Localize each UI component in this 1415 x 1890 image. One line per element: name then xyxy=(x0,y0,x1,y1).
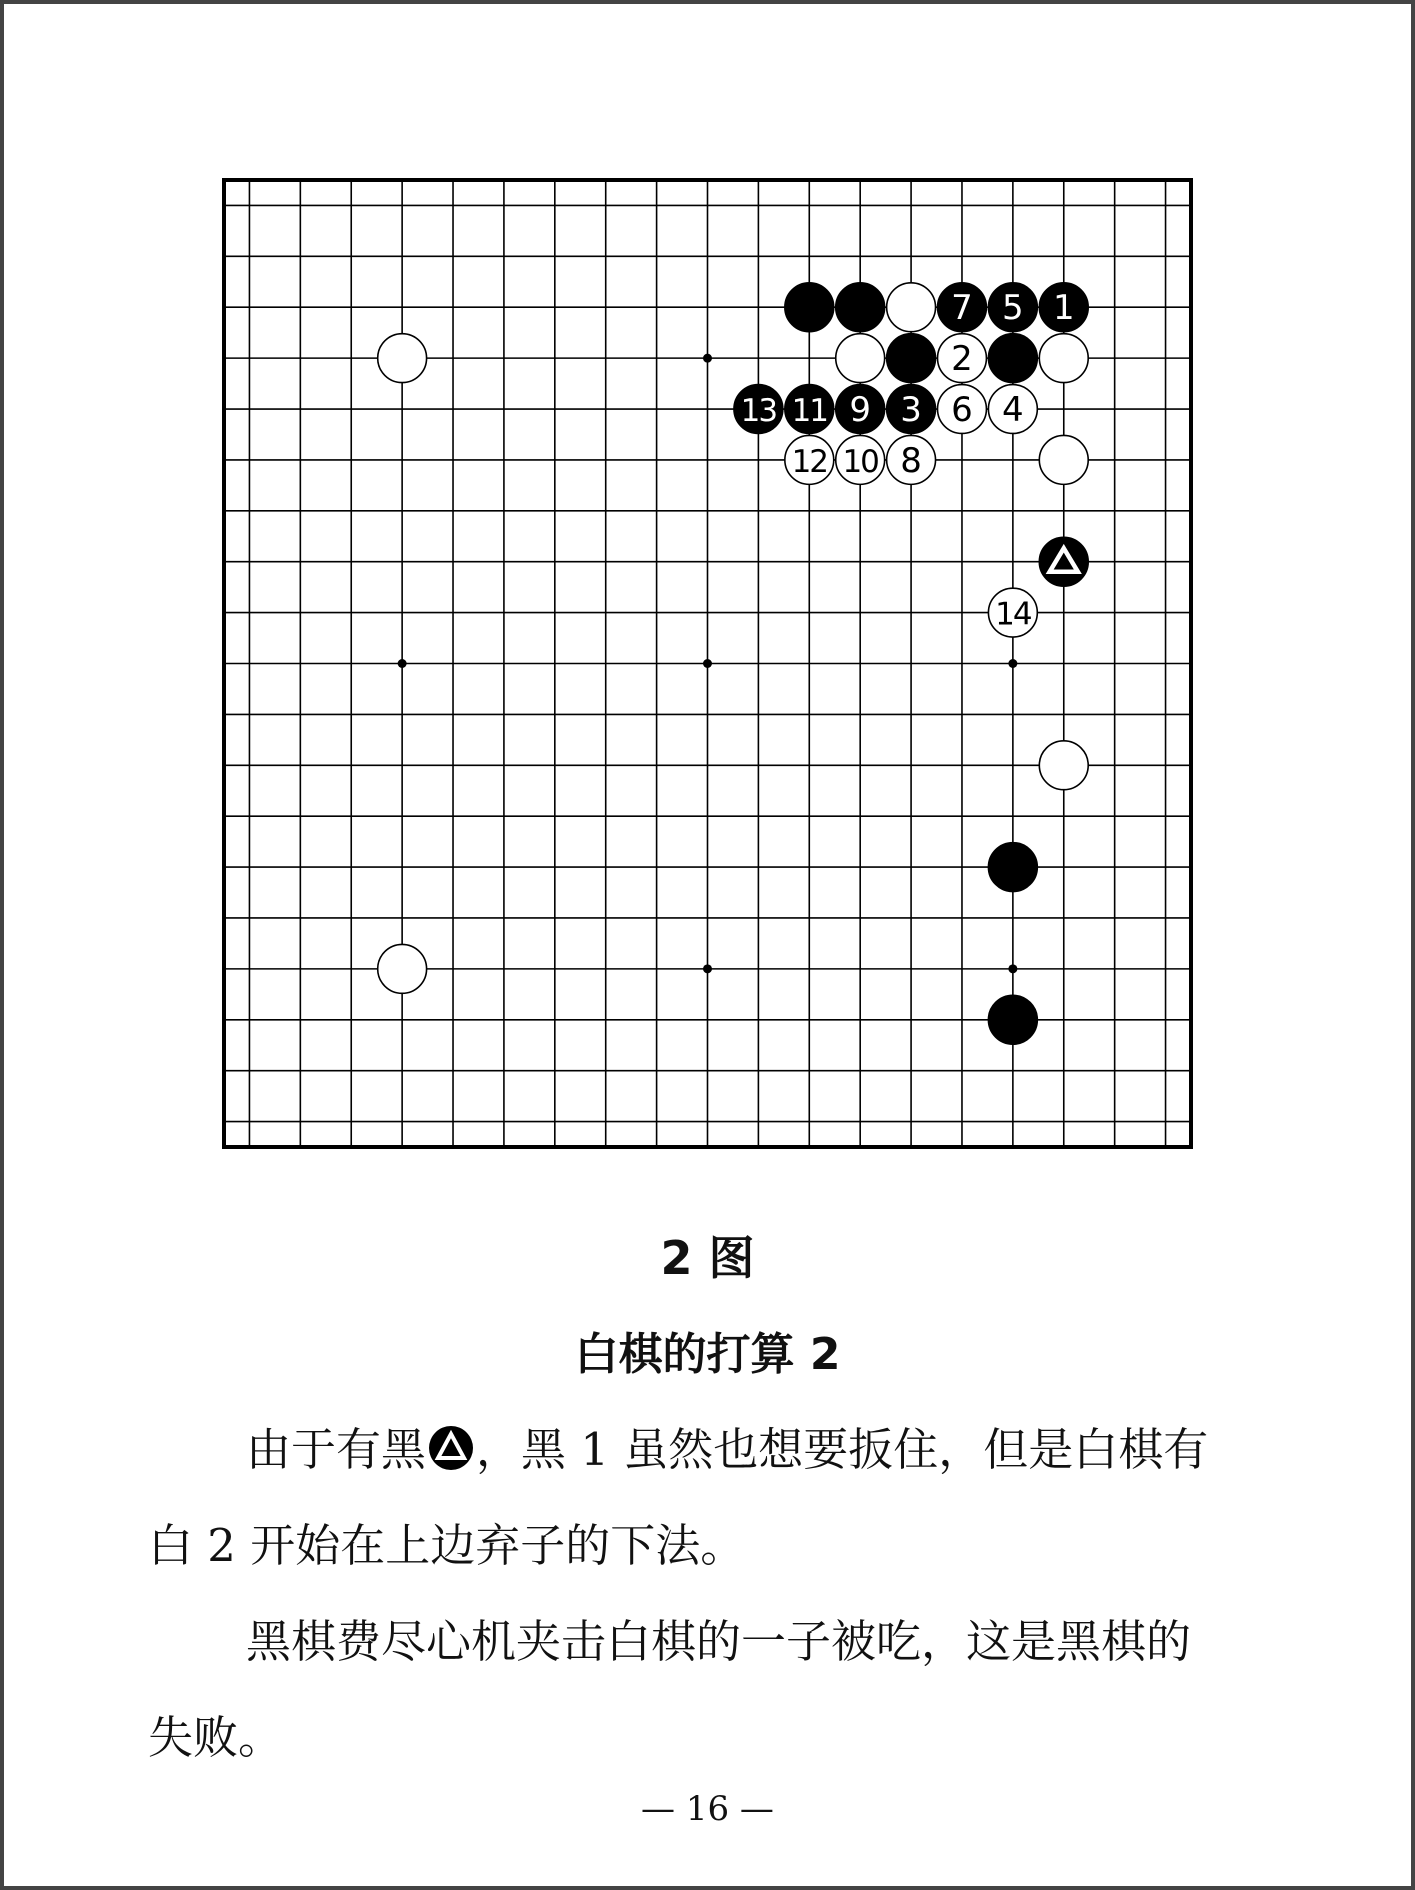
white-stone-2 xyxy=(938,334,987,383)
black-stone xyxy=(988,995,1037,1044)
stone-label: 7 xyxy=(951,288,973,329)
white-stone xyxy=(836,334,885,383)
star-point xyxy=(1008,659,1017,668)
stone-label: 5 xyxy=(1002,288,1024,329)
black-stone xyxy=(836,283,885,332)
paragraph-2-line-1: 黑棋费尽心机夹击白棋的一子被吃，这是黑棋的 xyxy=(246,1615,1192,1668)
black-triangle-stone-icon xyxy=(428,1425,474,1471)
paragraph-1-line-2: 白 2 开始在上边弃子的下法。 xyxy=(148,1519,746,1572)
white-stone-8 xyxy=(887,435,936,484)
black-stone xyxy=(785,283,834,332)
stone-label: 10 xyxy=(842,443,878,480)
star-point xyxy=(703,659,712,668)
stone-label: 3 xyxy=(900,390,922,431)
figure-title: 白棋的打算 2 xyxy=(574,1329,841,1380)
stone-label: 13 xyxy=(740,393,777,430)
stone-label: 6 xyxy=(951,390,973,431)
black-stone-7 xyxy=(938,283,987,332)
white-stone xyxy=(1039,741,1088,790)
text-after-marker: ，黑 1 虽然也想要扳住，但是白棋有 xyxy=(476,1423,1209,1476)
black-stone-9 xyxy=(836,385,885,434)
black-stone-1 xyxy=(1039,283,1088,332)
white-stone-14 xyxy=(988,588,1037,637)
stone-label: 1 xyxy=(1052,288,1075,329)
white-stone xyxy=(1039,435,1088,484)
paragraph-1-line-1 xyxy=(148,1402,1273,1498)
stone-label: 9 xyxy=(849,390,872,431)
star-point xyxy=(398,659,407,668)
stone-label: 11 xyxy=(791,393,828,430)
black-stone xyxy=(1039,537,1088,586)
white-stone-12 xyxy=(785,435,834,484)
black-stone-11 xyxy=(785,385,834,434)
white-stone-10 xyxy=(836,435,885,484)
stone-label: 4 xyxy=(1002,390,1024,431)
white-stone xyxy=(378,944,427,993)
stone-label: 12 xyxy=(791,443,828,480)
star-point xyxy=(703,964,712,973)
white-stone xyxy=(1039,334,1088,383)
go-board xyxy=(220,176,1195,1151)
stone-label: 14 xyxy=(995,596,1031,633)
text-before-marker: 由于有黑 xyxy=(246,1423,427,1476)
black-stone-5 xyxy=(988,283,1037,332)
paragraph-2 xyxy=(148,1594,1273,1786)
black-stone-13 xyxy=(734,385,783,434)
black-stone xyxy=(988,334,1037,383)
white-stone xyxy=(378,334,427,383)
page-number: — 16 — xyxy=(641,1789,774,1829)
black-stone xyxy=(887,334,936,383)
black-stone xyxy=(988,843,1037,892)
star-point xyxy=(703,354,712,363)
figure-label: 2 图 xyxy=(660,1231,755,1285)
stone-label: 8 xyxy=(900,440,922,481)
paragraph-1 xyxy=(148,1402,1273,1594)
white-stone xyxy=(887,283,936,332)
paragraph-2-line-2: 失败。 xyxy=(148,1711,284,1764)
white-stone-4 xyxy=(988,385,1037,434)
stone-label: 2 xyxy=(951,339,973,380)
star-point xyxy=(1008,964,1017,973)
black-stone-3 xyxy=(887,385,936,434)
white-stone-6 xyxy=(938,385,987,434)
